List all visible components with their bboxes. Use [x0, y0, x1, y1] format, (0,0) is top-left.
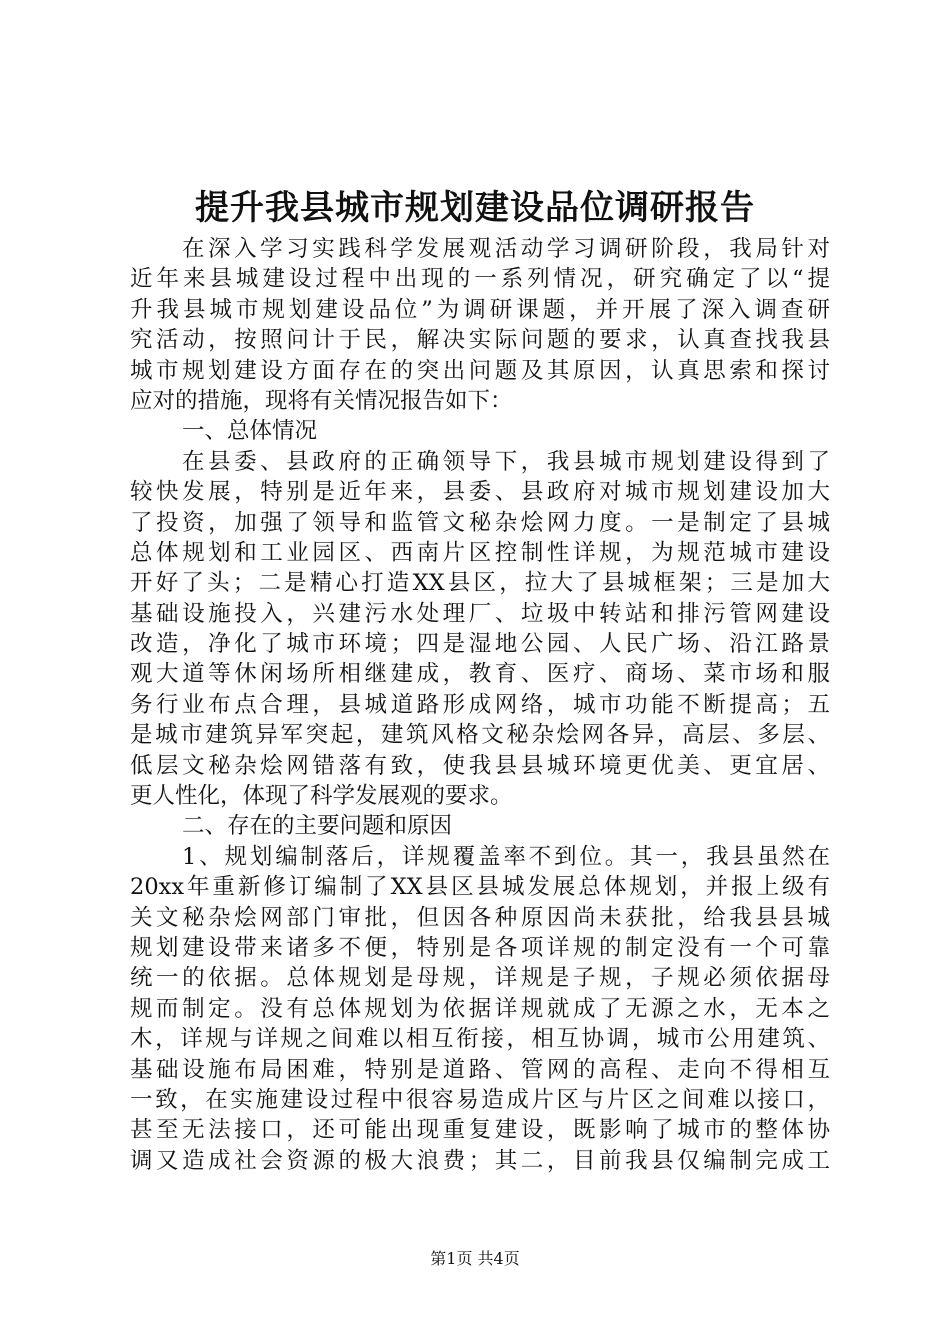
body-line: 较快发展，特别是近年来，县委、县政府对城市规划建设加大 — [130, 479, 830, 506]
body-line: 开好了头；二是精心打造XX县区，拉大了县城框架；三是加大 — [130, 570, 830, 597]
body-line: 务行业布点合理，县城道路形成网络，城市功能不断提高；五 — [130, 691, 830, 718]
body-line: 统一的依据。总体规划是母规，详规是子规，子规必须依据母 — [130, 965, 830, 992]
body-line: 1、规划编制落后，详规覆盖率不到位。其一，我县虽然在 — [182, 843, 830, 870]
document-title: 提升我县城市规划建设品位调研报告 — [195, 188, 755, 228]
document-body — [130, 234, 830, 1176]
body-line: 木，详规与详规之间难以相互衔接，相互协调，城市公用建筑、 — [130, 1026, 830, 1053]
body-line: 应对的措施，现将有关情况报告如下： — [130, 387, 513, 414]
body-line: 了投资，加强了领导和监管文秘杂烩网力度。一是制定了县城 — [130, 509, 830, 536]
section-heading: 一、总体情况 — [182, 418, 318, 445]
body-line: 更人性化，体现了科学发展观的要求。 — [130, 783, 513, 810]
body-line: 一致，在实施建设过程中很容易造成片区与片区之间难以接口， — [130, 1086, 830, 1113]
body-line: 近年来县城建设过程中出现的一系列情况，研究确定了以“提 — [130, 266, 830, 293]
body-line: 基础设施投入，兴建污水处理厂、垃圾中转站和排污管网建设 — [130, 600, 830, 627]
body-line: 20xx年重新修订编制了XX县区县城发展总体规划，并报上级有 — [130, 874, 830, 901]
body-line: 关文秘杂烩网部门审批，但因各种原因尚未获批，给我县县城 — [130, 904, 830, 931]
body-line: 改造，净化了城市环境；四是湿地公园、人民广场、沿江路景 — [130, 631, 830, 658]
body-line: 基础设施布局困难，特别是道路、管网的高程、走向不得相互 — [130, 1056, 830, 1083]
body-line: 是城市建筑异军突起，建筑风格文秘杂烩网各异，高层、多层、 — [130, 722, 830, 749]
body-line: 升我县城市规划建设品位”为调研课题，并开展了深入调查研 — [130, 296, 830, 323]
page-indicator: 第1页 共4页 — [430, 1249, 520, 1268]
body-line: 究活动，按照问计于民，解决实际问题的要求，认真查找我县 — [130, 327, 830, 354]
body-line: 甚至无法接口，还可能出现重复建设，既影响了城市的整体协 — [130, 1117, 830, 1144]
body-line: 在县委、县政府的正确领导下，我县城市规划建设得到了 — [182, 448, 830, 475]
body-line: 在深入学习实践科学发展观活动学习调研阶段，我局针对 — [182, 236, 830, 262]
body-line: 城市规划建设方面存在的突出问题及其原因，认真思索和探讨 — [130, 357, 830, 384]
body-line: 低层文秘杂烩网错落有致，使我县县城环境更优美、更宜居、 — [130, 752, 830, 779]
body-line: 观大道等休闲场所相继建成，教育、医疗、商场、菜市场和服 — [130, 661, 830, 688]
body-line: 调又造成社会资源的极大浪费；其二，目前我县仅编制完成工 — [130, 1147, 830, 1174]
body-line: 规而制定。没有总体规划为依据详规就成了无源之水，无本之 — [130, 995, 830, 1022]
section-heading: 二、存在的主要问题和原因 — [182, 813, 453, 840]
body-line: 规划建设带来诸多不便，特别是各项详规的制定没有一个可靠 — [130, 934, 830, 961]
body-line: 总体规划和工业园区、西南片区控制性详规，为规范城市建设 — [130, 539, 830, 566]
